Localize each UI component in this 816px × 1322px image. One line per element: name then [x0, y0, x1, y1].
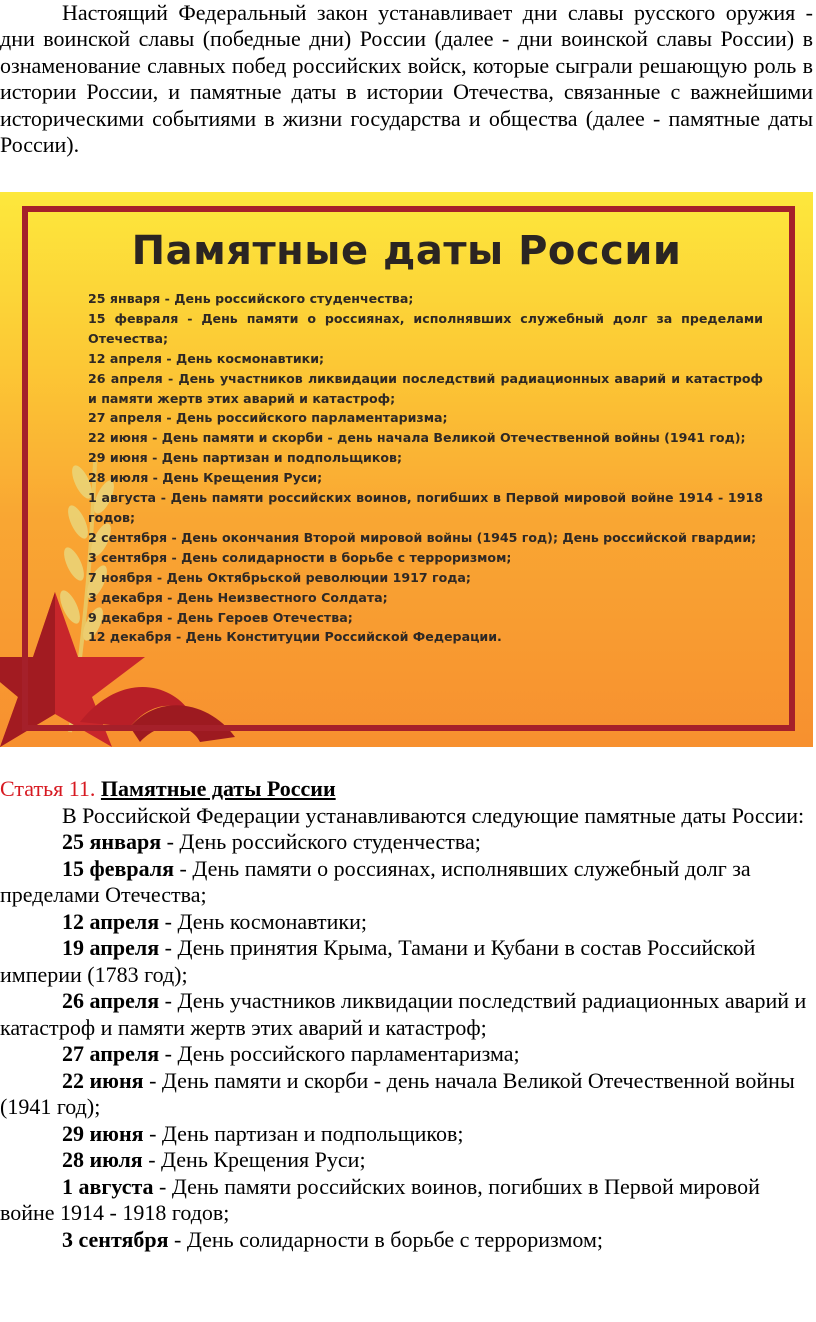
article-heading	[0, 776, 813, 803]
poster-list-item: 1 августа - День памяти российских воинов, погибших в Первой мировой войне 1914 - 1918 годов;	[88, 490, 763, 525]
poster-list-item: 2 сентября - День окончания Второй мировой войны (1945 год); День российской гвардии;	[88, 529, 757, 545]
list-item	[0, 1147, 813, 1174]
list-item	[0, 935, 813, 988]
poster-list-item: 22 июня - День памяти и скорби - день начала Великой Отечественной войны (1941 год);	[88, 430, 746, 446]
list-item	[0, 829, 813, 856]
list-item	[0, 909, 813, 936]
date-label: 12 апреля	[62, 908, 160, 934]
intro-paragraph: Настоящий Федеральный закон устанавливает дни славы русского оружия - дни воинской славы (победные дни) России (далее - дни воинской славы России) в ознаменование славных побед российских войск, которые сыграли решающую роль в истории России, и памятные даты в истории Отечества, связанные с важнейшими историческими событиями в жизни государства и общества (далее - памятные даты России).	[0, 0, 813, 158]
date-label: 26 апреля	[62, 988, 160, 1013]
date-description: - День российского парламентаризма;	[159, 1041, 520, 1066]
date-label: 25 января	[62, 829, 162, 854]
date-label: 29 июня	[62, 1120, 144, 1146]
date-label: 19 апреля	[62, 935, 160, 960]
date-label: 1 августа	[62, 1173, 154, 1199]
list-item	[0, 1068, 813, 1121]
date-label: 3 сентября	[62, 1226, 169, 1252]
poster-list-item: 26 апреля - День участников ликвидации последствий радиационных аварий и катастроф и памяти жертв этих аварий и катастроф;	[88, 370, 763, 406]
date-description: - День памяти и скорби - день начала Великой Отечественной войны (1941 год);	[0, 1067, 795, 1119]
poster-list	[88, 289, 763, 647]
date-label: 28 июля	[62, 1147, 143, 1172]
date-description: - День участников ликвидации последствий радиационных аварий и катастроф и памяти жертв этих аварий и катастроф;	[0, 988, 807, 1040]
article-number: Статья 11.	[0, 776, 96, 801]
poster-list-item: 29 июня - День партизан и подпольщиков;	[88, 450, 403, 466]
list-item	[0, 1227, 813, 1254]
poster-list-item: 28 июля - День Крещения Руси;	[88, 470, 323, 486]
poster-list-item: 7 ноября - День Октябрьской революции 1917 года;	[88, 569, 471, 585]
poster-list-item: 3 декабря - День Неизвестного Солдата;	[88, 589, 388, 605]
list-item	[0, 988, 813, 1041]
date-description: - День космонавтики;	[159, 908, 367, 934]
poster-list-item: 12 декабря - День Конституции Российской Федерации.	[88, 629, 502, 645]
date-description: - День российского студенчества;	[161, 829, 481, 854]
memorial-dates-poster	[0, 192, 813, 747]
poster-list-item: 15 февраля - День памяти о россиянах, исполнявших служебный долг за пределами Отечества;	[88, 310, 763, 346]
date-label: 27 апреля	[62, 1041, 160, 1066]
date-description: - День Крещения Руси;	[142, 1147, 366, 1172]
date-description: - День партизан и подпольщиков;	[143, 1120, 464, 1146]
list-item	[0, 1174, 813, 1227]
poster-list-item: 9 декабря - День Героев Отечества;	[88, 609, 353, 625]
article-lead: В Российской Федерации устанавливаются следующие памятные даты России:	[62, 802, 805, 828]
date-label: 22 июня	[62, 1067, 144, 1093]
poster-list-item: 25 января - День российского студенчества;	[88, 291, 414, 306]
article-11	[0, 776, 813, 1253]
poster-list-item: 3 сентября - День солидарности в борьбе с терроризмом;	[88, 549, 512, 565]
list-item	[0, 856, 813, 909]
list-item	[0, 1121, 813, 1148]
poster-list-item: 12 апреля - День космонавтики;	[88, 350, 325, 366]
date-description: - День памяти о россиянах, исполнявших служебный долг за пределами Отечества;	[0, 855, 751, 907]
article-title: Памятные даты России	[100, 776, 336, 801]
date-description: - День принятия Крыма, Тамани и Кубани в состав Российской империи (1783 год);	[0, 935, 756, 987]
date-description: - День памяти российских воинов, погибших в Первой мировой войне 1914 - 1918 годов;	[0, 1173, 760, 1225]
poster-list-item: 27 апреля - День российского парламентаризма;	[88, 410, 448, 426]
date-label: 15 февраля	[62, 855, 175, 881]
poster-title: Памятные даты России	[131, 228, 682, 274]
date-description: - День солидарности в борьбе с терроризмом;	[168, 1226, 603, 1252]
list-item	[0, 1041, 813, 1068]
article-list	[0, 829, 813, 1253]
